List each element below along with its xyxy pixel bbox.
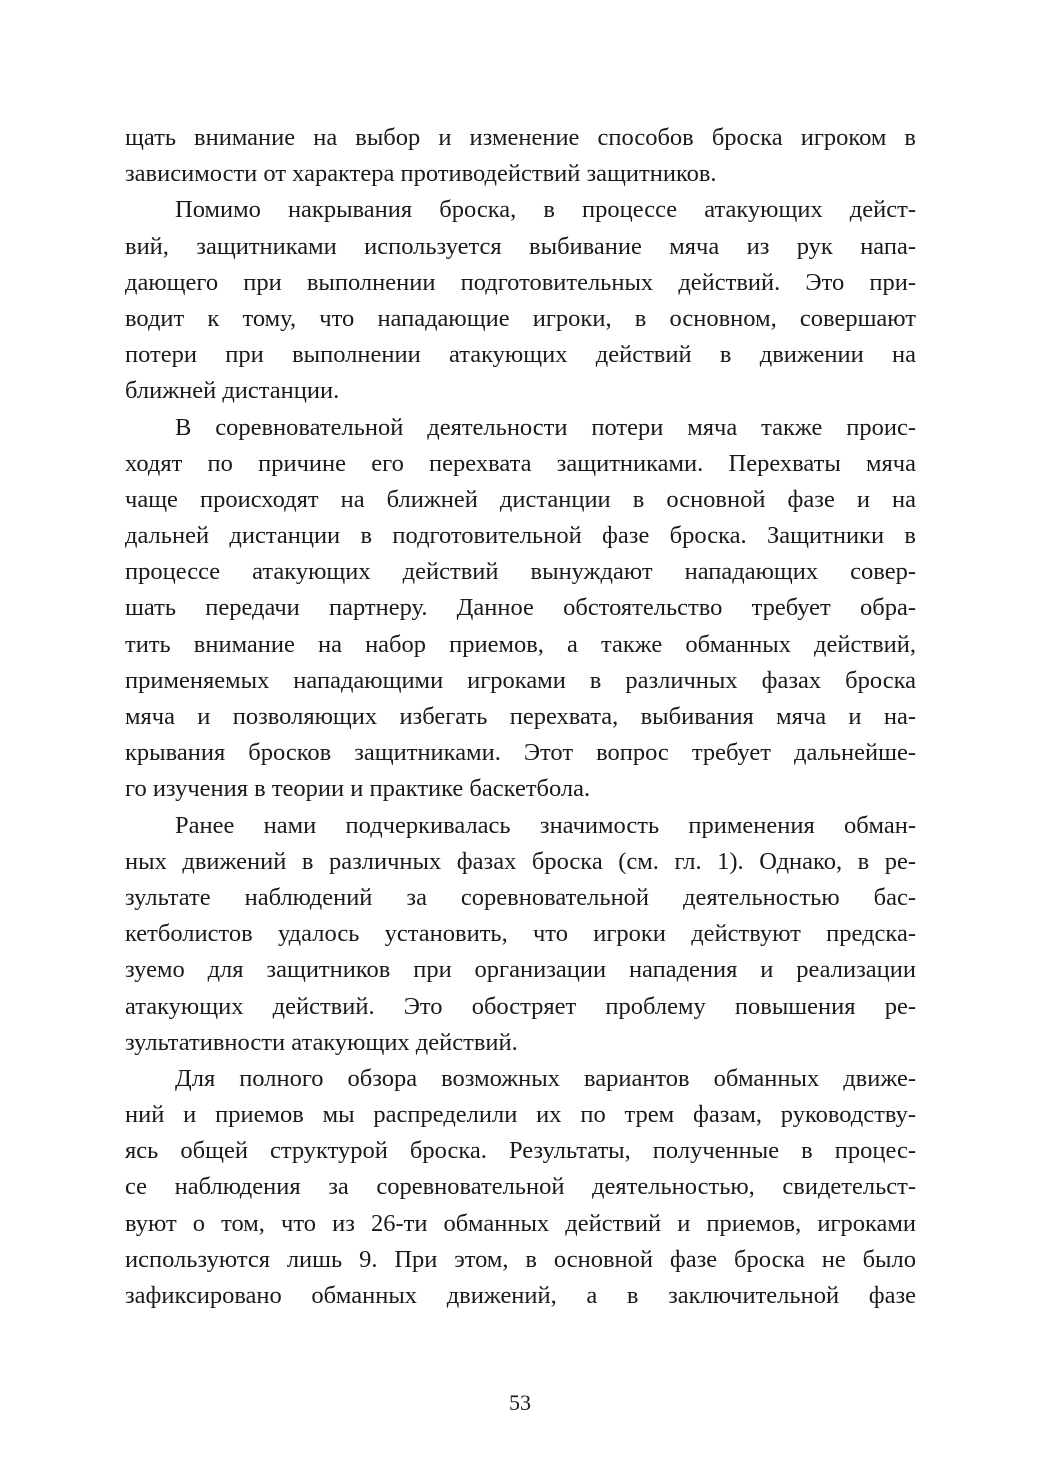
text-line: Помимо накрывания броска, в процессе атакующих дейст- (175, 196, 916, 224)
page-number: 53 (509, 1390, 531, 1415)
text-line: вуют о том, что из 26-ти обманных действий и приемов, игроками (125, 1209, 916, 1237)
paragraph (125, 808, 916, 1061)
text-line: вий, защитниками используется выбивание мяча из рук напа- (125, 232, 916, 260)
text-line: потери при выполнении атакующих действий в движении на (125, 341, 916, 369)
text-line: водит к тому, что нападающие игроки, в основном, совершают (125, 304, 916, 332)
text-line: крывания бросков защитниками. Этот вопрос требует дальнейше- (125, 739, 916, 767)
text-line: зультате наблюдений за соревновательной деятельностью бас- (125, 883, 916, 911)
text-line: используются лишь 9. При этом, в основной фазе броска не было (125, 1245, 916, 1273)
text-line: щать внимание на выбор и изменение способов броска игроком в (125, 124, 916, 151)
text-line: зультативности атакующих действий. (125, 1028, 518, 1056)
paragraph (125, 120, 916, 192)
text-line: атакующих действий. Это обостряет проблему повышения ре- (125, 992, 916, 1020)
text-line: ясь общей структурой броска. Результаты, полученные в процес- (125, 1137, 916, 1165)
paragraph (125, 192, 916, 409)
text-line: зафиксировано обманных движений, а в заключительной фазе (125, 1282, 916, 1309)
text-line: чаще происходят на ближней дистанции в основной фазе и на (125, 485, 916, 513)
text-line: го изучения в теории и практике баскетбола. (125, 775, 591, 803)
text-line: применяемых нападающими игроками в различных фазах броска (125, 666, 916, 694)
text-line: кетболистов удалось установить, что игроки действуют предска- (125, 920, 916, 948)
text-line: зуемо для защитников при организации нападения и реализации (125, 956, 916, 984)
text-line: В соревновательной деятельности потери мяча также проис- (175, 413, 916, 441)
text-line: мяча и позволяющих избегать перехвата, выбивания мяча и на- (125, 703, 916, 730)
text-line: процессе атакующих действий вынуждают нападающих совер- (125, 558, 916, 586)
text-line: ходят по причине его перехвата защитниками. Перехваты мяча (125, 449, 916, 477)
text-line: тить внимание на набор приемов, а также обманных действий, (125, 630, 916, 658)
text-line: ближней дистанции. (125, 377, 340, 405)
text-line: ных движений в различных фазах броска (см. гл. 1). Однако, в ре- (125, 847, 916, 875)
text-line: шать передачи партнеру. Данное обстоятельство требует обра- (125, 594, 916, 622)
text-line: Ранее нами подчеркивалась значимость применения обман- (175, 811, 916, 839)
text-line: зависимости от характера противодействий защитников. (125, 160, 717, 188)
text-line: се наблюдения за соревновательной деятельностью, свидетельст- (125, 1173, 916, 1201)
text-line: ний и приемов мы распределили их по трем фазам, руководству- (125, 1101, 916, 1129)
page-body (125, 120, 916, 1314)
paragraph (125, 410, 916, 808)
text-line: дальней дистанции в подготовительной фазе броска. Защитники в (125, 522, 916, 550)
text-line: дающего при выполнении подготовительных действий. Это при- (125, 268, 916, 296)
text-line: Для полного обзора возможных вариантов обманных движе- (175, 1064, 916, 1092)
paragraph (125, 1061, 916, 1314)
